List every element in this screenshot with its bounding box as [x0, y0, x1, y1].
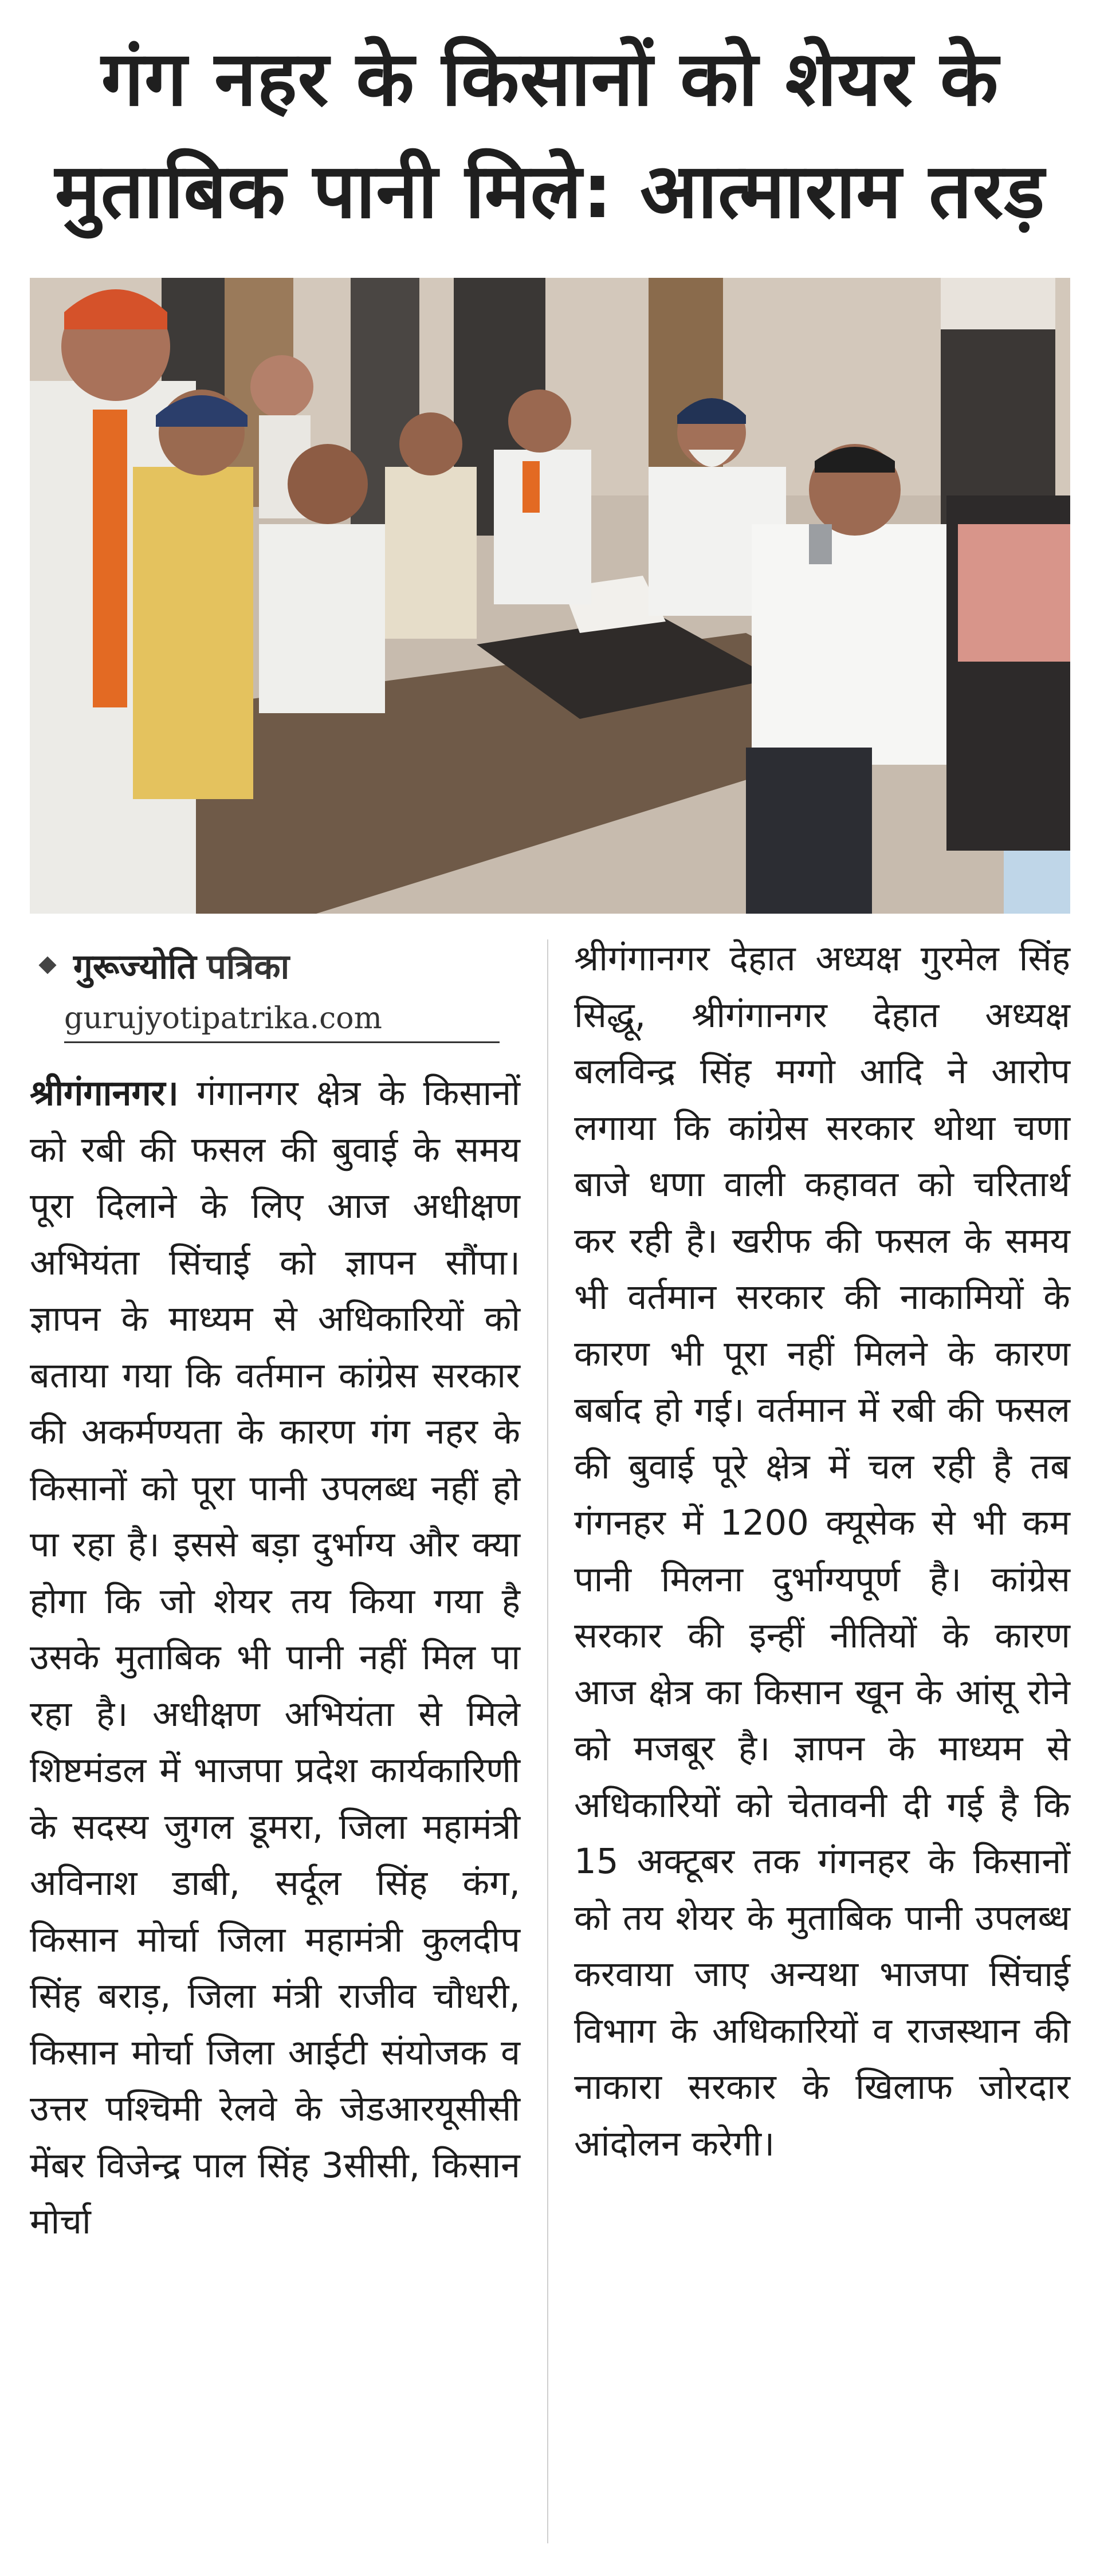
headline	[23, 23, 1077, 252]
article-column-right	[574, 931, 1070, 2558]
brand-name: गुरूज्योति	[73, 947, 197, 987]
article-column-left	[30, 1065, 520, 2555]
news-photo	[30, 278, 1070, 914]
brand-suffix: पत्रिका	[206, 947, 290, 987]
website-link[interactable]: gurujyotipatrika.com	[64, 1001, 500, 1043]
dateline: श्रीगंगानगर।	[30, 1073, 179, 1114]
publication-brand	[30, 939, 500, 991]
headline-line-1: गंग नहर के किसानों को शेयर के	[101, 35, 999, 123]
byline	[30, 939, 500, 1048]
column-divider	[547, 939, 548, 2543]
article-text-right: श्रीगंगानगर देहात अध्यक्ष गुरमेल सिंह सिद्धू, श्रीगंगानगर देहात अध्यक्ष बलविन्द्र सिंह मग्गो आदि ने आरोप लगाया कि कांग्रेस सरकार थोथा चणा बाजे धणा वाली कहावत को चरितार्थ कर रही है। खरीफ की फसल के समय भी वर्तमान सरकार की नाकामियों के कारण भी पूरा नहीं मिलने के कारण बर्बाद हो गई। वर्तमान में रबी की फसल की बुवाई पूरे क्षेत्र में चल रही है तब गंगनहर में 1200 क्यूसेक से भी कम पानी मिलना दुर्भाग्यपूर्ण है। कांग्रेस सरकार की इन्हीं नीतियों के कारण आज क्षेत्र का किसान खून के आंसू रोने को मजबूर है। ज्ञापन के माध्यम से अधिकारियों को चेतावनी दी गई है कि 15 अक्टूबर तक गंगनहर के किसानों को तय शेयर के मुताबिक पानी उपलब्ध करवाया जाए अन्यथा भाजपा सिंचाई विभाग के अधिकारियों व राजस्थान की नाकारा सरकार के खिलाफ जोरदार आंदोलन करेगी।	[574, 938, 1070, 2164]
headline-line-2: मुताबिक पानी मिले: आत्माराम तरड़	[54, 147, 1046, 235]
article-text-left: गंगानगर क्षेत्र के किसानों को रबी की फसल की बुवाई के समय पूरा दिलाने के लिए आज अधीक्षण अभियंता सिंचाई को ज्ञापन सौंपा। ज्ञापन के माध्यम से अधिकारियों को बताया गया कि वर्तमान कांग्रेस सरकार की अकर्मण्यता के कारण गंग नहर के किसानों को पूरा पानी उपलब्ध नहीं हो पा रहा है। इससे बड़ा दुर्भाग्य और क्या होगा कि जो शेयर तय किया गया है उसके मुताबिक भी पानी नहीं मिल पा रहा है। अधीक्षण अभियंता से मिले शिष्टमंडल में भाजपा प्रदेश कार्यकारिणी के सदस्य जुगल डूमरा, जिला महामंत्री अविनाश डाबी, सर्दूल सिंह कंग, किसान मोर्चा जिला महामंत्री कुलदीप सिंह बराड़, जिला मंत्री राजीव चौधरी, किसान मोर्चा जिला आईटी संयोजक व उत्तर पश्चिमी रेलवे के जेडआरयूसीसी मेंबर विजेन्द्र पाल सिंह 3सीसी, किसान मोर्चा	[30, 1073, 521, 2242]
diamond-bullet-icon	[38, 956, 56, 974]
